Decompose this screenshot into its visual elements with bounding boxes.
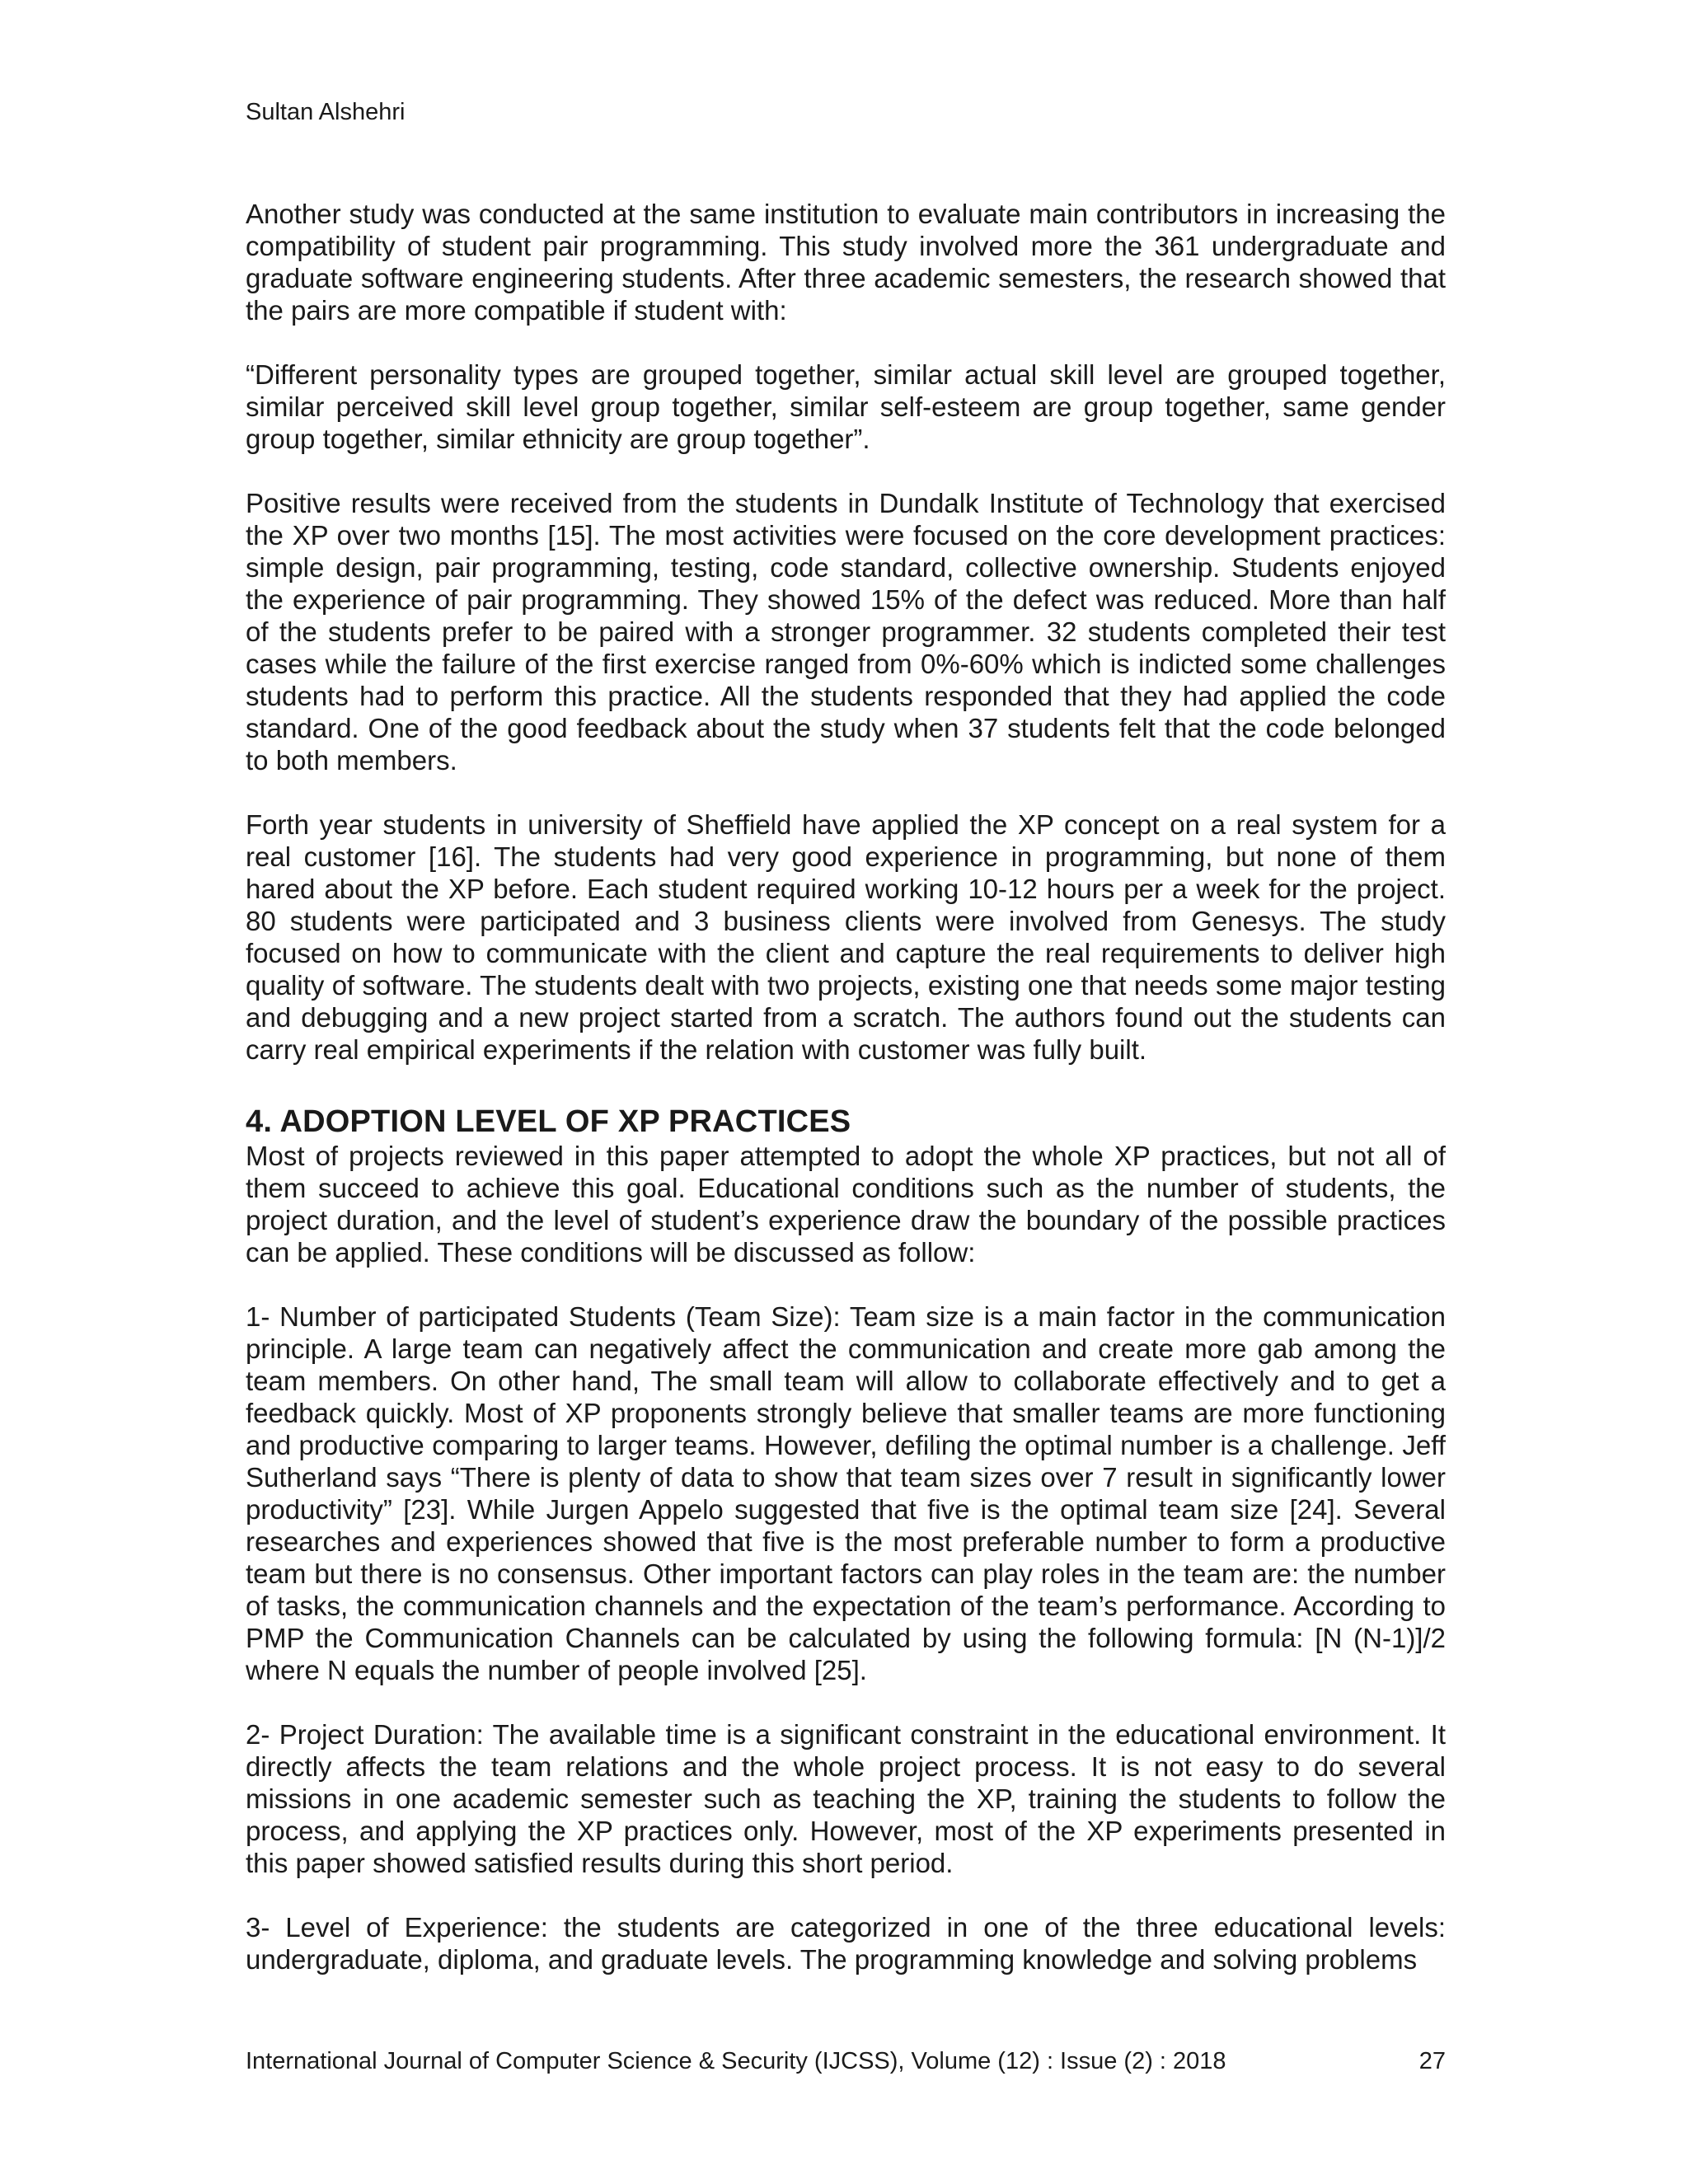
paragraph-project-duration: 2- Project Duration: The available time is a significant constraint in the educational environment. It directly affects the team relations and the whole project process. It is not easy to do several missions in one academic semester such as teaching the XP, training the students to follow the process, and applying the XP practices only. However, most of the XP experiments presented in this paper showed satisfied results during this short period. bbox=[246, 1719, 1446, 1878]
section-heading: 4. ADOPTION LEVEL OF XP PRACTICES bbox=[246, 1104, 851, 1139]
paragraph-pair-compatibility-study: Another study was conducted at the same institution to evaluate main contributors in increasing the compatibility of student pair programming. This study involved more the 361 undergraduate and graduate software engineering students. After three academic semesters, the research showed that the pairs are more compatible if student with: bbox=[246, 199, 1446, 326]
footer-journal-citation: International Journal of Computer Science & Security (IJCSS), Volume (12) : Issue (2) : 2018 bbox=[246, 2048, 1226, 2074]
paragraph-team-size: 1- Number of participated Students (Team Size): Team size is a main factor in the communication principle. A large team can negatively affect the communication and create more gab among the team members. On other hand, The small team will allow to collaborate effectively and to get a feedback quickly. Most of XP proponents strongly believe that smaller teams are more functioning and productive comparing to larger teams. However, defiling the optimal number is a challenge. Jeff Sutherland says “There is plenty of data to show that team sizes over 7 result in significantly lower productivity” [23]. While Jurgen Appelo suggested that five is the optimal team size [24]. Several researches and experiences showed that five is the most preferable number to form a productive team but there is no consensus. Other important factors can play roles in the team are: the number of tasks, the communication channels and the expectation of the team’s performance. According to PMP the Communication Channels can be calculated by using the following formula: [N (N-1)]/2 where N equals the number of people involved [25]. bbox=[246, 1301, 1446, 1685]
page-number: 27 bbox=[1418, 2048, 1446, 2074]
paragraph-adoption-intro: Most of projects reviewed in this paper attempted to adopt the whole XP practices, but not all of them succeed to achieve this goal. Educational conditions such as the number of students, the project duration, and the level of student’s experience draw the boundary of the possible practices can be applied. These conditions will be discussed as follow: bbox=[246, 1141, 1446, 1268]
body-text bbox=[246, 198, 1446, 1975]
paragraph-level-of-experience: 3- Level of Experience: the students are categorized in one of the three educational levels: undergraduate, diploma, and graduate levels. The programming knowledge and solving problems bbox=[246, 1912, 1446, 1975]
paragraph-compatibility-quote: “Different personality types are grouped together, similar actual skill level are grouped together, similar perceived skill level group together, similar self-esteem are group together, same gender group together, similar ethnicity are group together”. bbox=[246, 359, 1446, 454]
paragraph-sheffield-study: Forth year students in university of Sheffield have applied the XP concept on a real system for a real customer [16]. The students had very good experience in programming, but none of them hared about the XP before. Each student required working 10-12 hours per a week for the project. 80 students were participated and 3 business clients were involved from Genesys. The study focused on how to communicate with the client and capture the real requirements to deliver high quality of software. The students dealt with two projects, existing one that needs some major testing and debugging and a new project started from a scratch. The authors found out the students can carry real empirical experiments if the relation with customer was fully built. bbox=[246, 809, 1446, 1065]
paragraph-dundalk-results: Positive results were received from the students in Dundalk Institute of Technology that exercised the XP over two months [15]. The most activities were focused on the core development practices: simple design, pair programming, testing, code standard, collective ownership. Students enjoyed the experience of pair programming. They showed 15% of the defect was reduced. More than half of the students prefer to be paired with a stronger programmer. 32 students completed their test cases while the failure of the first exercise ranged from 0%-60% which is indicted some challenges students had to perform this practice. All the students responded that they had applied the code standard. One of the good feedback about the study when 37 students felt that the code belonged to both members. bbox=[246, 488, 1446, 776]
running-header-author: Sultan Alshehri bbox=[246, 99, 406, 125]
